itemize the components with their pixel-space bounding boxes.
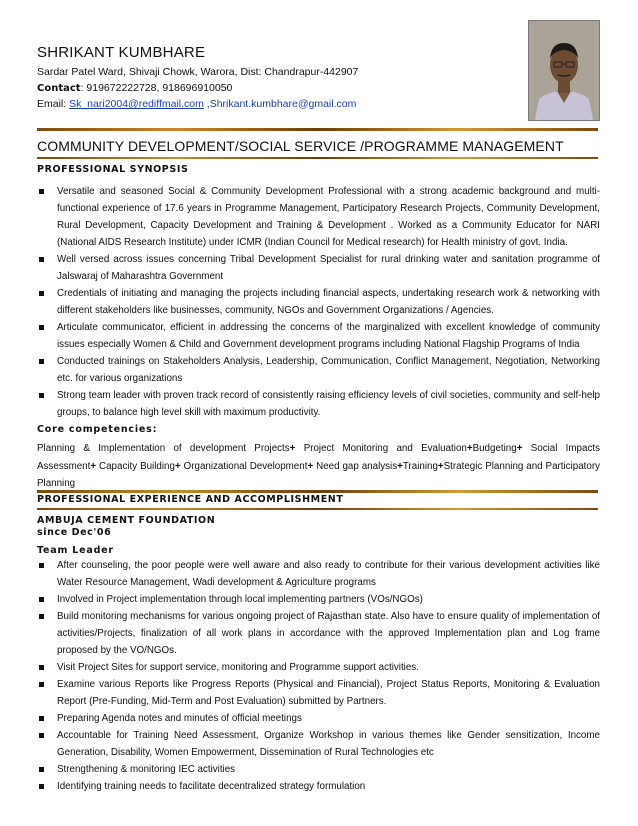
- bullet-icon: [39, 393, 44, 398]
- list-item: Identifying training needs to facilitate decentralized strategy formulation: [37, 778, 600, 795]
- email-secondary: ,Shrikant.kumbhare@gmail.com: [203, 98, 357, 110]
- plus-separator: +: [437, 460, 444, 472]
- experience-heading: PROFESSIONAL EXPERIENCE AND ACCOMPLISHMENT: [37, 494, 344, 505]
- plus-separator: +: [289, 443, 296, 454]
- bullet-icon: [39, 189, 44, 194]
- employer-name: AMBUJA CEMENT FOUNDATION: [37, 515, 216, 526]
- email-link-primary[interactable]: Sk_nari2004@rediffmail.com: [69, 98, 204, 110]
- contact-line: [37, 82, 232, 94]
- divider-rule: [37, 490, 598, 493]
- job-role: Team Leader: [37, 545, 114, 556]
- address-line: Sardar Patel Ward, Shivaji Chowk, Warora, Dist: Chandrapur-442907: [37, 66, 359, 78]
- contact-label: Contact: [37, 83, 81, 94]
- competencies-text: Planning & Implementation of development Projects+ Project Monitoring and Evaluation+Budgeting+ Social Impacts Assessment+ Capacity Building+ Organizational Development+ Need gap analysis+Training+Strategic Planning and Participatory Planning: [37, 443, 600, 489]
- bullet-icon: [39, 597, 44, 602]
- list-item: After counseling, the poor people were well aware and also ready to contribute for their various development activities like Water Resource Management, Wadi development & Agriculture programs: [37, 557, 600, 591]
- bullet-icon: [39, 563, 44, 568]
- list-item: Conducted trainings on Stakeholders Analysis, Leadership, Communication, Conflict Management, Negotiation, Networking etc. for various organizations: [37, 353, 600, 387]
- divider-rule: [37, 128, 598, 131]
- divider-rule: [37, 508, 598, 510]
- list-item: Strong team leader with proven track record of consistently raising efficiency levels of civil societies, community and self-help groups, to balance high level skill with maximum productivity.: [37, 387, 600, 421]
- list-item: Well versed across issues concerning Tribal Development Specialist for rural drinking water and sanitation programme of Jalswaraj of Maharashtra Government: [37, 251, 600, 285]
- bullet-icon: [39, 614, 44, 619]
- person-portrait-icon: [529, 21, 599, 120]
- list-item: Strengthening & monitoring IEC activities: [37, 761, 600, 778]
- list-item: Involved in Project implementation through local implementing partners (VOs/NGOs): [37, 591, 600, 608]
- list-item: Examine various Reports like Progress Reports (Physical and Financial), Project Status Reports, Monitoring & Evaluation Report (Pre-Funding, Mid-Term and Post Evaluation) submitted by Partners.: [37, 676, 600, 710]
- competencies-heading: Core competencies:: [37, 424, 158, 435]
- list-item: Build monitoring mechanisms for various ongoing project of Rajasthan state. Also have to ensure quality of implementation of activities/Projects, finalization of all work plans in accordance with the approved Implementation plan and Log frame proposed by the VO/NGOs.: [37, 608, 600, 659]
- synopsis-heading: PROFESSIONAL SYNOPSIS: [37, 164, 189, 175]
- email-label: Email:: [37, 98, 70, 110]
- bullet-icon: [39, 733, 44, 738]
- bullet-icon: [39, 257, 44, 262]
- plus-separator: +: [307, 460, 314, 472]
- experience-list: [37, 557, 600, 795]
- bullet-icon: [39, 716, 44, 721]
- bullet-icon: [39, 682, 44, 687]
- bullet-icon: [39, 359, 44, 364]
- synopsis-list: [37, 183, 600, 421]
- list-item: Articulate communicator, efficient in addressing the concerns of the marginalized with excellent knowledge of community issues especially Women & Child and Government development programs including National Flagship Programs of India: [37, 319, 600, 353]
- plus-separator: +: [516, 443, 523, 454]
- email-line: [37, 98, 356, 110]
- plus-separator: +: [466, 443, 473, 454]
- candidate-name: SHRIKANT KUMBHARE: [37, 44, 206, 61]
- list-item: Versatile and seasoned Social & Community Development Professional with a strong academic background and multi-functional experience of 17.6 years in Programme Management, Participatory Research Projects, Community Development, Rural Development, Capacity Development and Training & Development . Worked as a Community Educator for NARI (National AIDS Research Institute) under ICMR (Indian Council for Medical research) for Health ministry of govt. India.: [37, 183, 600, 251]
- bullet-icon: [39, 291, 44, 296]
- contact-numbers: : 919672222728, 918696910050: [80, 82, 233, 94]
- employment-since: since Dec'06: [37, 527, 112, 538]
- bullet-icon: [39, 784, 44, 789]
- bullet-icon: [39, 665, 44, 670]
- plus-separator: +: [397, 460, 403, 472]
- list-item: Credentials of initiating and managing the projects including financial aspects, undertaking research work & networking with different stakeholders like businesses, community, NGOs and Government Organizations / Agencies.: [37, 285, 600, 319]
- bullet-icon: [39, 325, 44, 330]
- plus-separator: +: [90, 460, 97, 472]
- main-title: COMMUNITY DEVELOPMENT/SOCIAL SERVICE /PROGRAMME MANAGEMENT: [37, 138, 564, 154]
- profile-photo: [528, 20, 600, 121]
- bullet-icon: [39, 767, 44, 772]
- list-item: Visit Project Sites for support service, monitoring and Programme support activities.: [37, 659, 600, 676]
- list-item: Accountable for Training Need Assessment, Organize Workshop in various themes like Gender sensitization, Income Generation, Disability, Women Empowerment, Dissemination of Rural Technologies etc: [37, 727, 600, 761]
- list-item: Preparing Agenda notes and minutes of official meetings: [37, 710, 600, 727]
- divider-rule: [37, 157, 598, 159]
- plus-separator: +: [174, 460, 181, 472]
